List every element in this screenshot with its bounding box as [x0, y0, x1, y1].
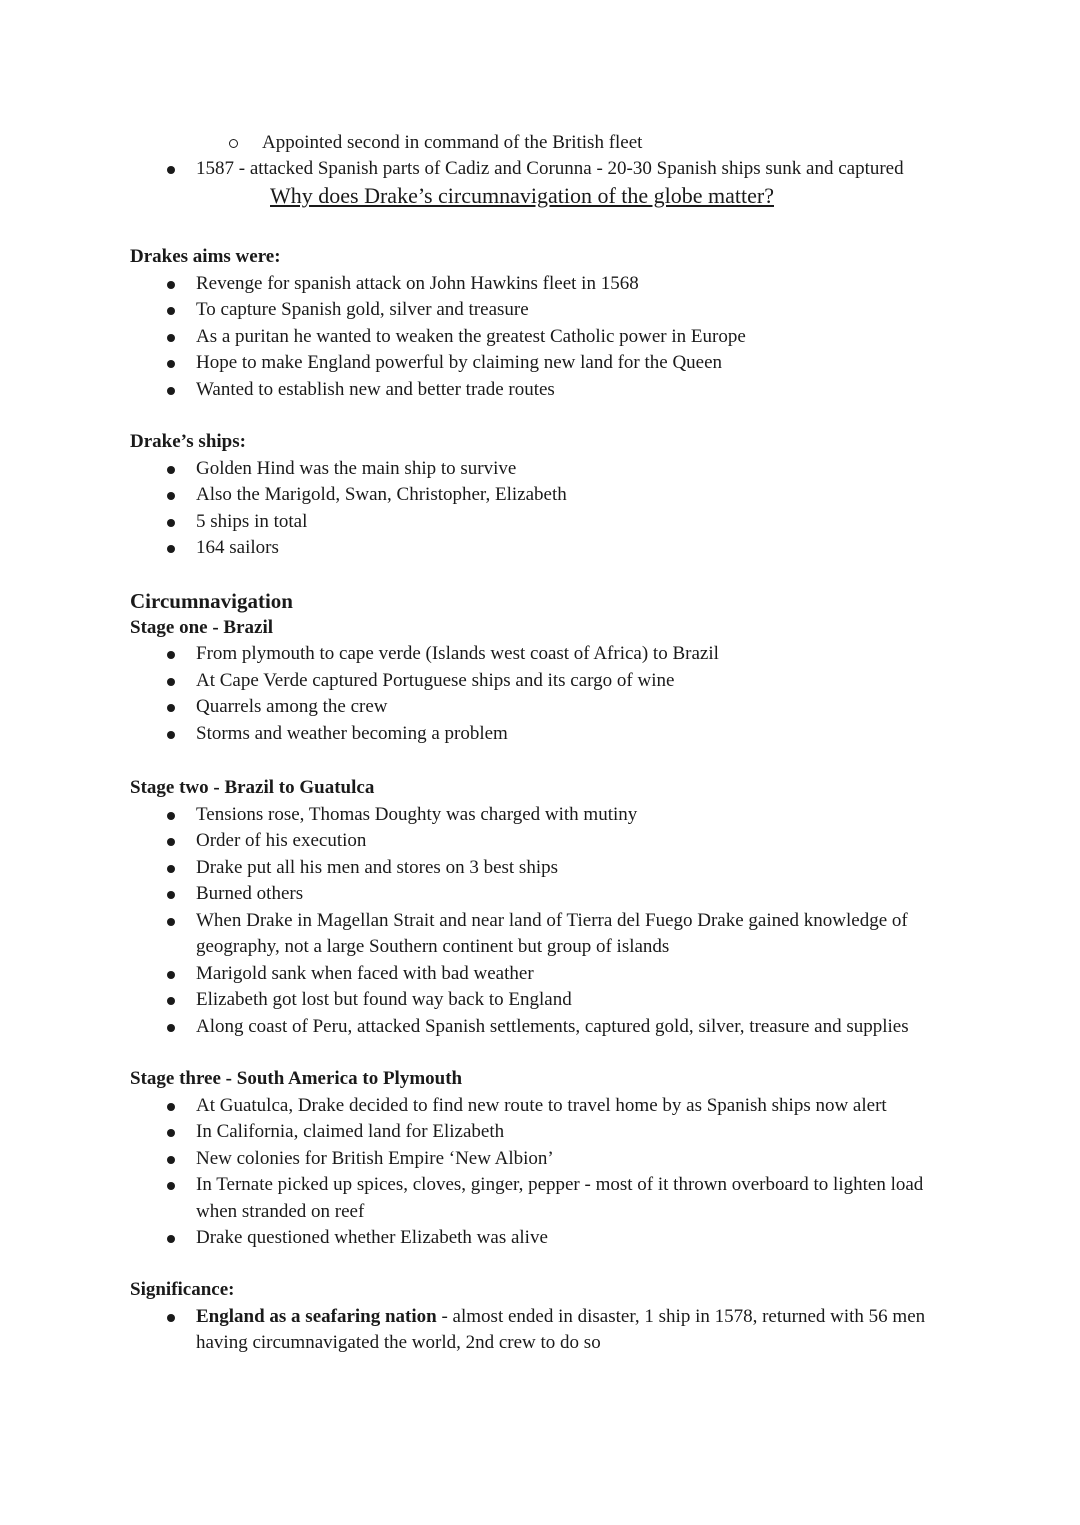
list-item: In Ternate picked up spices, cloves, ginger, pepper - most of it thrown overboard to lighten load when stranded on reef: [130, 1172, 926, 1225]
list-item: Storms and weather becoming a problem: [130, 721, 719, 748]
list-item: Revenge for spanish attack on John Hawkins fleet in 1568: [130, 271, 746, 298]
stage-three-heading: Stage three - South America to Plymouth: [130, 1068, 463, 1089]
sub-list-item: Appointed second in command of the British fleet: [262, 132, 643, 153]
circumnavigation-heading: Circumnavigation: [130, 589, 293, 613]
list-item: Drake put all his men and stores on 3 best ships: [130, 855, 946, 882]
stage-two-heading: Stage two - Brazil to Guatulca: [130, 777, 375, 798]
significance-section: [130, 1277, 926, 1357]
list-item: 5 ships in total: [130, 509, 567, 536]
list-item: Drake questioned whether Elizabeth was alive: [130, 1225, 926, 1252]
significance-list: [130, 1304, 926, 1357]
list-item: At Cape Verde captured Portuguese ships and its cargo of wine: [130, 668, 719, 695]
list-item: To capture Spanish gold, silver and treasure: [130, 297, 746, 324]
stage-three-list: [130, 1093, 926, 1252]
stage-three-section: [130, 1066, 926, 1252]
stage-two-section: [130, 775, 946, 1040]
aims-section: [130, 244, 746, 403]
list-item: Elizabeth got lost but found way back to England: [130, 987, 946, 1014]
list-item: Golden Hind was the main ship to survive: [130, 456, 567, 483]
bold-term: England as a seafaring nation: [196, 1305, 437, 1327]
bullet-icon: [167, 166, 175, 174]
stage-two-list: [130, 802, 946, 1041]
list-item: As a puritan he wanted to weaken the greatest Catholic power in Europe: [130, 324, 746, 351]
aims-list: [130, 271, 746, 404]
list-item: 164 sailors: [130, 535, 567, 562]
stage-one-list: [130, 641, 719, 747]
list-item: Along coast of Peru, attacked Spanish settlements, captured gold, silver, treasure and supplies: [130, 1014, 946, 1041]
ships-heading: Drake’s ships:: [130, 431, 246, 452]
circumnavigation-section: [130, 588, 719, 747]
ships-list: [130, 456, 567, 562]
list-item: Also the Marigold, Swan, Christopher, Elizabeth: [130, 482, 567, 509]
list-item: Quarrels among the crew: [130, 694, 719, 721]
item-detail: - almost ended in disaster, 1 ship in 1578, returned with 56 men having circumnavigated the world, 2nd crew to do so: [196, 1305, 926, 1353]
list-item: Tensions rose, Thomas Doughty was charged with mutiny: [130, 802, 946, 829]
ships-section: [130, 429, 567, 562]
list-item: When Drake in Magellan Strait and near land of Tierra del Fuego Drake gained knowledge of geography, not a large Southern continent but group of islands: [130, 908, 946, 961]
list-item: [130, 1304, 926, 1357]
list-item: In California, claimed land for Elizabeth: [130, 1119, 926, 1146]
list-item: Marigold sank when faced with bad weather: [130, 961, 946, 988]
list-item: From plymouth to cape verde (Islands west coast of Africa) to Brazil: [130, 641, 719, 668]
page-title: Why does Drake’s circumnavigation of the globe matter?: [270, 183, 774, 208]
list-item: Hope to make England powerful by claiming new land for the Queen: [130, 350, 746, 377]
list-item: At Guatulca, Drake decided to find new route to travel home by as Spanish ships now alert: [130, 1093, 926, 1120]
aims-heading: Drakes aims were:: [130, 246, 281, 267]
list-item: Wanted to establish new and better trade routes: [130, 377, 746, 404]
list-item: Order of his execution: [130, 828, 946, 855]
list-item: New colonies for British Empire ‘New Albion’: [130, 1146, 926, 1173]
list-item: Burned others: [130, 881, 946, 908]
hollow-bullet-icon: [229, 139, 238, 148]
list-item: 1587 - attacked Spanish parts of Cadiz and Corunna - 20-30 Spanish ships sunk and captured: [196, 158, 904, 179]
significance-heading: Significance:: [130, 1279, 235, 1300]
stage-one-heading: Stage one - Brazil: [130, 616, 274, 638]
